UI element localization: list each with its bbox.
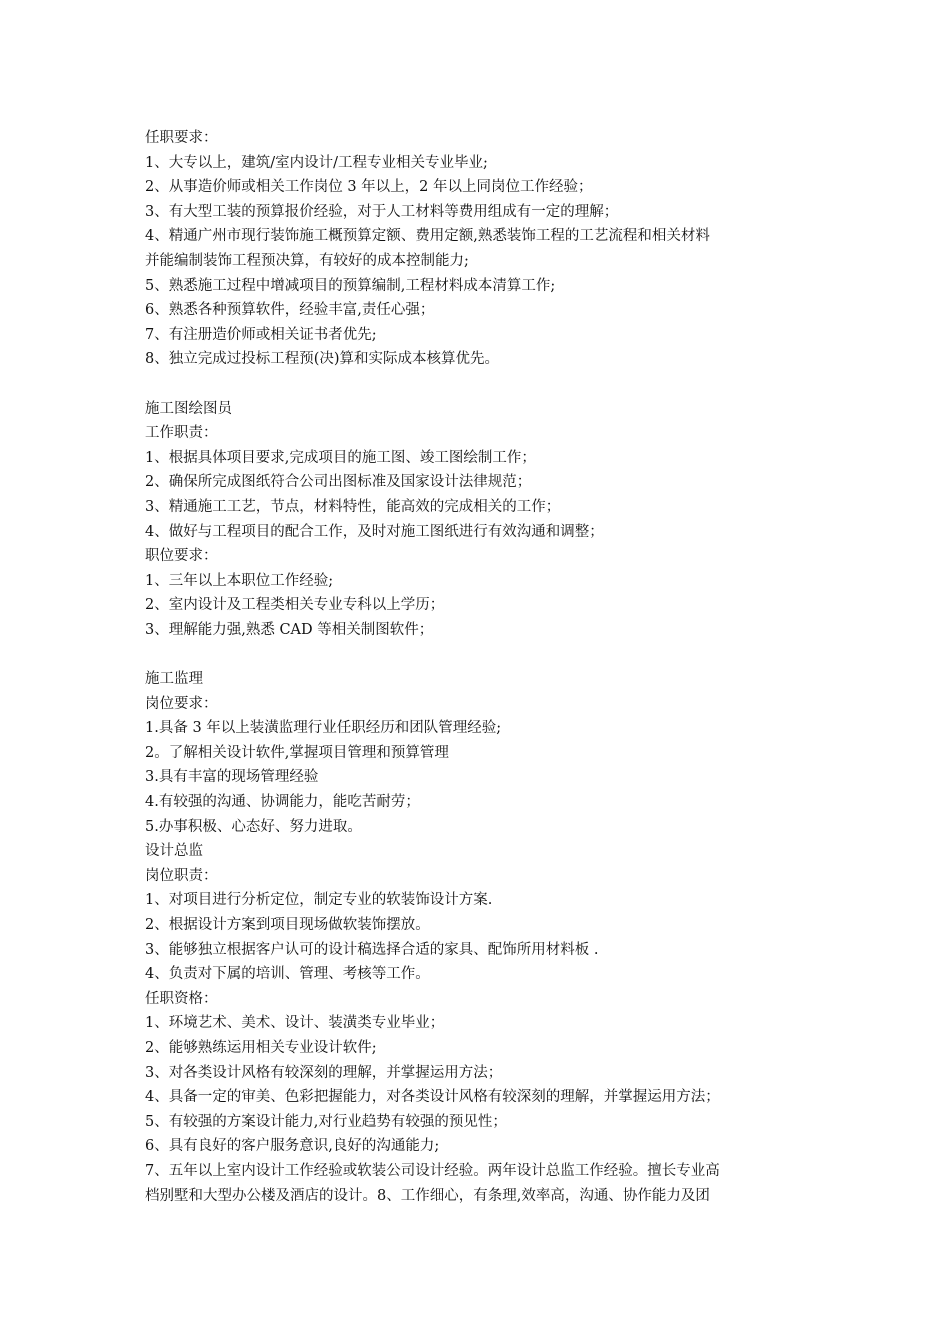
- text-line: 8、独立完成过投标工程预(决)算和实际成本核算优先。: [145, 351, 500, 368]
- text-line: 2、从事造价师或相关工作岗位 3 年以上，2 年以上同岗位工作经验；: [145, 179, 593, 196]
- text-line: 2、能够熟练运用相关专业设计软件;: [145, 1039, 377, 1056]
- spacer: [145, 642, 815, 667]
- section-heading: 工作职责：: [145, 425, 218, 442]
- text-line: 3、能够独立根据客户认可的设计稿选择合适的家具、配饰所用材料板 .: [145, 941, 599, 958]
- text-line: 3、精通施工工艺，节点，材料特性，能高效的完成相关的工作；: [145, 498, 561, 515]
- text-line: 1、三年以上本职位工作经验;: [145, 572, 334, 589]
- section-title: 施工图绘图员: [145, 400, 232, 417]
- text-line: 1.具备 3 年以上装潢监理行业任职经历和团队管理经验;: [145, 720, 502, 737]
- text-line: 5、有较强的方案设计能力,对行业趋势有较强的预见性；: [145, 1113, 507, 1130]
- section-title: 施工监理: [145, 671, 203, 688]
- text-line: 3、理解能力强,熟悉 CAD 等相关制图软件；: [145, 621, 434, 638]
- text-line: 3、对各类设计风格有较深刻的理解，并掌握运用方法；: [145, 1064, 503, 1081]
- text-line: 6、熟悉各种预算软件，经验丰富,责任心强；: [145, 302, 435, 319]
- section-heading: 职位要求：: [145, 548, 218, 565]
- document-page: [145, 126, 815, 1208]
- text-line: 4、具备一定的审美、色彩把握能力，对各类设计风格有较深刻的理解，并掌握运用方法；: [145, 1089, 720, 1106]
- text-line: 1、根据具体项目要求,完成项目的施工图、竣工图绘制工作；: [145, 449, 536, 466]
- text-line: 4、精通广州市现行装饰施工概预算定额、费用定额,熟悉装饰工程的工艺流程和相关材料: [145, 228, 710, 245]
- text-line: 6、具有良好的客户服务意识,良好的沟通能力;: [145, 1138, 440, 1155]
- text-line: 2、确保所完成图纸符合公司出图标准及国家设计法律规范；: [145, 474, 532, 491]
- section-drafter: [145, 397, 815, 643]
- spacer: [145, 372, 815, 397]
- text-line: 2。了解相关设计软件,掌握项目管理和预算管理: [145, 744, 449, 761]
- text-line: 4、负责对下属的培训、管理、考核等工作。: [145, 966, 430, 983]
- text-line: 4、做好与工程项目的配合工作，及时对施工图纸进行有效沟通和调整；: [145, 523, 604, 540]
- text-line: 7、五年以上室内设计工作经验或软装公司设计经验。两年设计总监工作经验。擅长专业高: [145, 1162, 720, 1179]
- text-line: 3.具有丰富的现场管理经验: [145, 769, 319, 786]
- section-heading: 岗位职责：: [145, 867, 218, 884]
- section-heading: 任职要求：: [145, 130, 218, 146]
- text-line: 4.有较强的沟通、协调能力，能吃苦耐劳；: [145, 794, 420, 811]
- section-heading: 任职资格：: [145, 990, 218, 1007]
- text-line: 2、室内设计及工程类相关专业专科以上学历；: [145, 597, 445, 614]
- text-line: 5、熟悉施工过程中增减项目的预算编制,工程材料成本清算工作;: [145, 277, 556, 294]
- text-line: 档别墅和大型办公楼及酒店的设计。8、工作细心，有条理,效率高，沟通、协作能力及团: [145, 1187, 710, 1204]
- section-title: 设计总监: [145, 843, 203, 860]
- text-line: 7、有注册造价师或相关证书者优先;: [145, 326, 377, 343]
- text-line: 5.办事积极、心态好、努力进取。: [145, 818, 362, 835]
- section-cost-estimator-requirements: [145, 126, 815, 372]
- section-heading: 岗位要求：: [145, 695, 218, 712]
- text-line: 并能编制装饰工程预决算，有较好的成本控制能力;: [145, 252, 469, 269]
- section-supervisor-and-design-director: [145, 667, 815, 1208]
- text-line: 2、根据设计方案到项目现场做软装饰摆放。: [145, 917, 430, 933]
- text-line: 1、大专以上，建筑/室内设计/工程专业相关专业毕业;: [145, 154, 488, 171]
- text-line: 1、对项目进行分析定位，制定专业的软装饰设计方案.: [145, 892, 493, 909]
- text-line: 1、环境艺术、美术、设计、装潢类专业毕业；: [145, 1015, 445, 1032]
- text-line: 3、有大型工装的预算报价经验，对于人工材料等费用组成有一定的理解；: [145, 203, 619, 220]
